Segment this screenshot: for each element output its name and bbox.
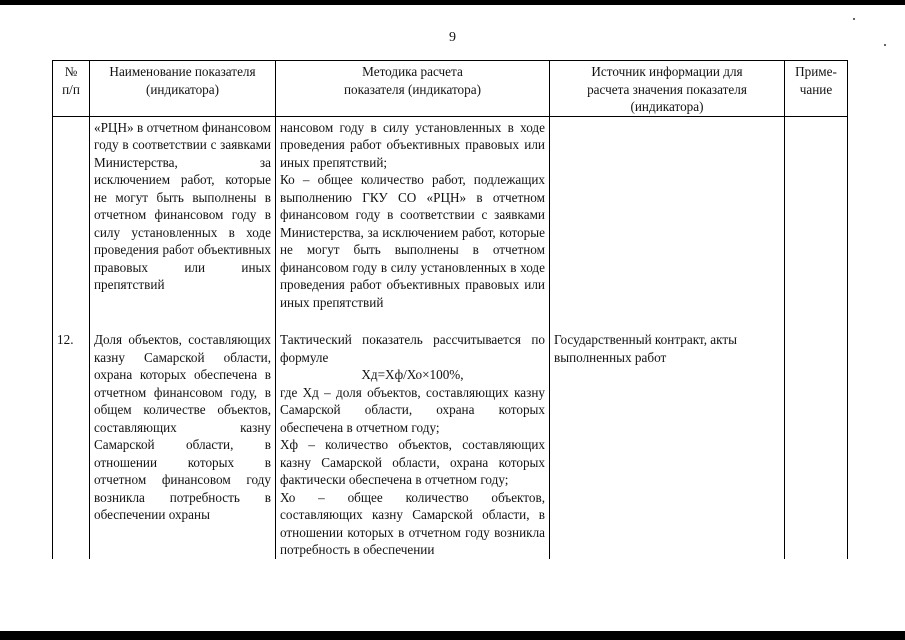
table-header-row xyxy=(53,61,848,117)
method-xo-definition: Хо – общее количество объектов, составляющих казну Самарской области, в отношении которых в отчетном году возникла потребность в обеспечении xyxy=(280,489,545,557)
cell-note xyxy=(785,116,848,311)
cell-source: Государственный контракт, акты выполненных работ xyxy=(550,329,785,559)
method-xd-definition: где Хд – доля объектов, составляющих казну Самарской области, охрана которых обеспечена в отчетном году; xyxy=(280,384,545,435)
header-note: Приме- чание xyxy=(785,61,848,117)
header-indicator-name: Наименование показателя (индикатора) xyxy=(90,61,276,117)
row-spacer xyxy=(53,311,848,329)
indicator-table xyxy=(52,60,848,559)
header-num: № п/п xyxy=(53,61,90,117)
header-source: Источник информации для расчета значения показателя (индикатора) xyxy=(550,61,785,117)
cell-source xyxy=(550,116,785,311)
header-method: Методика расчета показателя (индикатора) xyxy=(276,61,550,117)
cell-indicator-name: Доля объектов, составляющих казну Самарской области, охрана которых обеспечена в отчетном финансовом году, в общем количестве объектов, составляющих казну Самарской области, в отношении которых в отчетном финансовом году возникла потребность в обеспечении охраны xyxy=(90,329,276,559)
table-row-continued xyxy=(53,116,848,311)
cell-num xyxy=(53,116,90,311)
scan-speck xyxy=(853,18,855,20)
cell-note xyxy=(785,329,848,559)
table-row-12 xyxy=(53,329,848,559)
page-number: 9 xyxy=(449,30,456,45)
scan-border-bottom xyxy=(0,631,905,640)
method-ko-definition: Ко – общее количество работ, подлежащих выполнению ГКУ СО «РЦН» в отчетном финансовом году в соответствии с заявками Министерства, за исключением работ, которые не могут быть выполнены в отчетном финансовом году в силу установленных в ходе проведения работ объективных правовых или иных препятствий xyxy=(280,172,545,310)
cell-method xyxy=(276,329,550,559)
cell-method xyxy=(276,116,550,311)
scan-border-top xyxy=(0,0,905,5)
method-intro: Тактический показатель рассчитывается по формуле xyxy=(280,332,545,365)
cell-num: 12. xyxy=(53,329,90,559)
method-text: нансовом году в силу установленных в ходе проведения работ объективных правовых или иных препятствий; xyxy=(280,119,545,170)
formula: Хд=Хф/Хо×100%, xyxy=(361,367,464,382)
method-xf-definition: Хф – количество объектов, составляющих казну Самарской области, охрана которых фактически обеспечена в отчетном году; xyxy=(280,437,545,487)
cell-indicator-name: «РЦН» в отчетном финансовом году в соответствии с заявками Министерства, за исключением работ, которые не могут быть выполнены в отчетном финансовом году в силу установленных в ходе проведения работ объективных правовых или иных препятствий xyxy=(90,116,276,311)
